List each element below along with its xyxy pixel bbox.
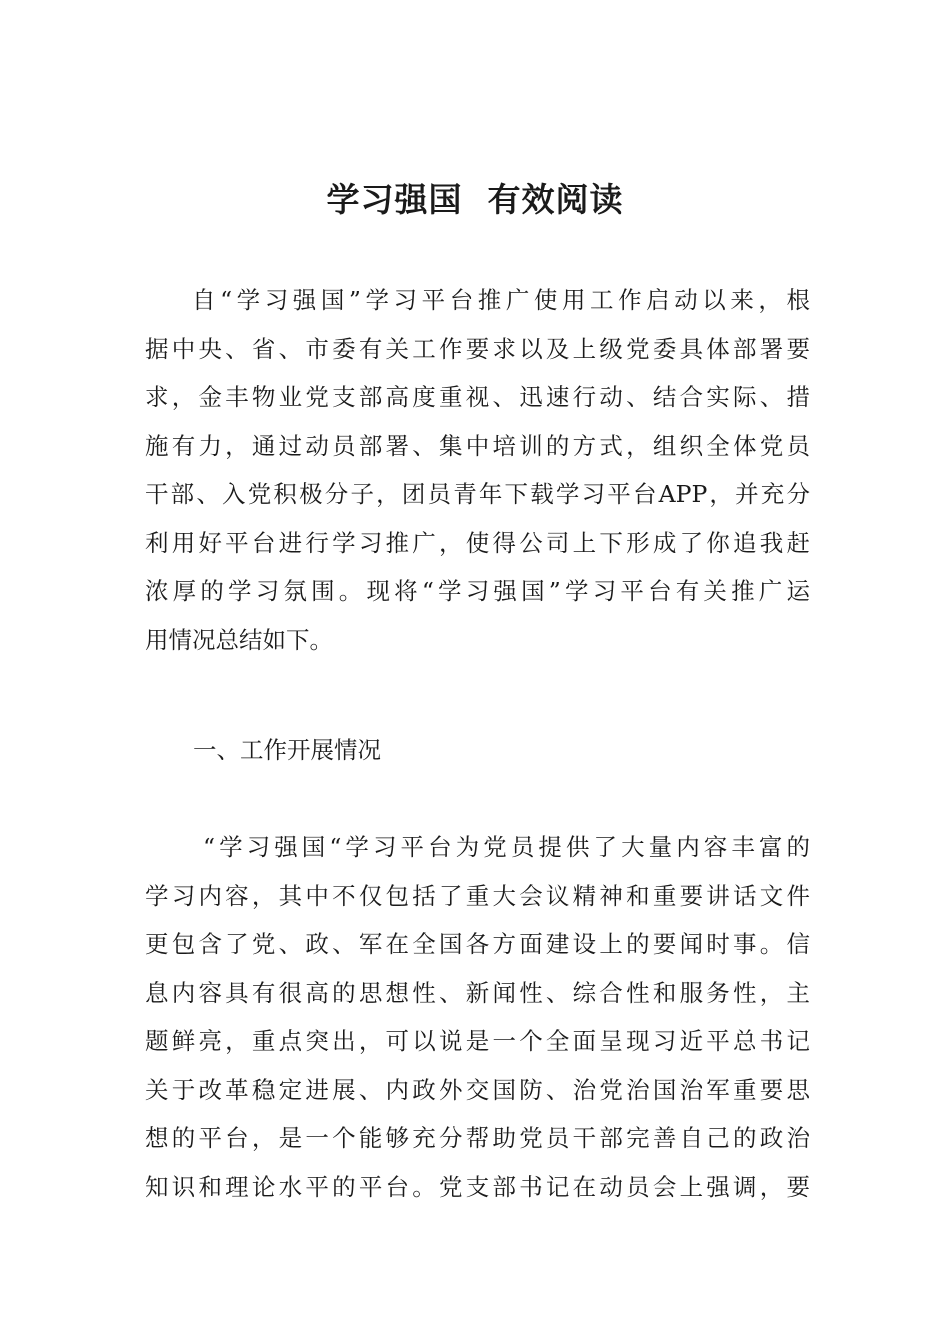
- paragraph-line: 利用好平台进行学习推广，使得公司上下形成了你追我赶: [145, 528, 810, 557]
- paragraph-line: “学习强国“学习平台为党员提供了大量内容丰富的: [203, 833, 810, 861]
- paragraph-line: 用情况总结如下。: [145, 625, 333, 654]
- paragraph-line: 更包含了党、政、军在全国各方面建设上的要闻时事。信: [145, 930, 810, 958]
- paragraph-line: 知识和理论水平的平台。党支部书记在动员会上强调，要: [145, 1172, 810, 1201]
- paragraph-line: 息内容具有很高的思想性、新闻性、综合性和服务性，主: [145, 978, 810, 1007]
- paragraph-line: 想的平台，是一个能够充分帮助党员干部完善自己的政治: [145, 1124, 810, 1152]
- paragraph-line: 施有力，通过动员部署、集中培训的方式，组织全体党员: [145, 431, 810, 460]
- paragraph-line: 求，金丰物业党支部高度重视、迅速行动、结合实际、措: [145, 383, 810, 411]
- intro-paragraph: [145, 276, 810, 664]
- paragraph-line: 关于改革稳定进展、内政外交国防、治党治国治军重要思: [145, 1075, 810, 1104]
- paragraph-line: 据中央、省、市委有关工作要求以及上级党委具体部署要: [145, 334, 810, 363]
- paragraph-line: 自“学习强国”学习平台推广使用工作启动以来，根: [192, 286, 810, 314]
- section-heading: 一、工作开展情况: [193, 736, 381, 764]
- section-paragraph: [145, 823, 810, 1211]
- paragraph-line: 干部、入党积极分子，团员青年下载学习平台APP，并充分: [145, 480, 810, 508]
- paragraph-line: 浓厚的学习氛围。现将“学习强国”学习平台有关推广运: [145, 577, 810, 605]
- paragraph-line: 学习内容，其中不仅包括了重大会议精神和重要讲话文件: [145, 881, 810, 910]
- paragraph-line: 题鲜亮，重点突出，可以说是一个全面呈现习近平总书记: [145, 1027, 810, 1055]
- document-title: 学习强国 有效阅读: [326, 180, 624, 219]
